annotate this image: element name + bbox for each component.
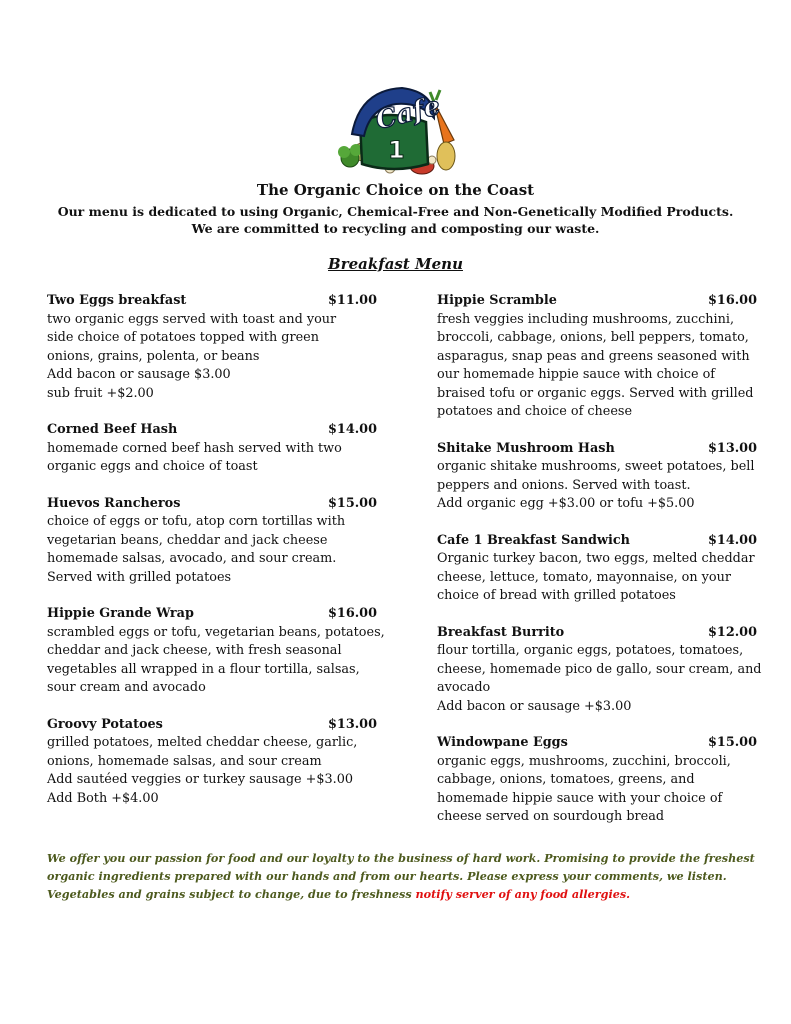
menu-item-description: Add organic egg +$3.00 or tofu +$5.00 bbox=[437, 496, 695, 511]
menu-item bbox=[437, 532, 757, 606]
menu-item-price: $16.00 bbox=[708, 293, 757, 308]
menu-item-description: potatoes and choice of cheese bbox=[437, 404, 633, 419]
menu-item-name: Breakfast Burrito bbox=[437, 624, 565, 640]
menu-item bbox=[47, 292, 377, 403]
menu-item-description: homemade hippie sauce with your choice of bbox=[437, 790, 723, 806]
menu-title: Breakfast Menu bbox=[328, 255, 463, 273]
menu-item-description: broccoli, cabbage, onions, bell peppers, tomato, bbox=[437, 330, 749, 345]
menu-item-description: cheddar and jack cheese, with fresh seasonal bbox=[47, 643, 342, 658]
menu-item-description: fresh veggies including mushrooms, zucchini, bbox=[437, 311, 735, 327]
menu-column-right bbox=[437, 292, 762, 845]
menu-item-description: Add bacon or sausage $3.00 bbox=[47, 367, 231, 382]
menu-item-description: onions, homemade salsas, and sour cream bbox=[47, 753, 322, 769]
menu-item-price: $14.00 bbox=[708, 532, 757, 548]
menu-item bbox=[47, 605, 385, 698]
menu-item-description: organic shitake mushrooms, sweet potatoes, bell bbox=[437, 459, 755, 474]
menu-item-description: grilled potatoes, melted cheddar cheese, garlic, bbox=[47, 735, 358, 750]
menu-item-name: Two Eggs breakfast bbox=[47, 293, 187, 308]
footer-note bbox=[47, 849, 757, 903]
menu-item-description: Served with grilled potatoes bbox=[47, 569, 232, 585]
menu-item-description: scrambled eggs or tofu, vegetarian beans, potatoes, bbox=[47, 624, 385, 640]
menu-item-price: $13.00 bbox=[328, 716, 377, 732]
menu-item bbox=[47, 716, 377, 809]
menu-item-header bbox=[437, 440, 757, 459]
menu-item-header bbox=[437, 624, 757, 643]
menu-item-name: Corned Beef Hash bbox=[47, 422, 178, 437]
menu-item-header bbox=[437, 532, 757, 551]
menu-item-price: $16.00 bbox=[328, 606, 377, 621]
menu-item-description: organic eggs and choice of toast bbox=[47, 459, 258, 474]
menu-item-description: asparagus, snap peas and greens seasoned with bbox=[437, 348, 750, 364]
mission-line: Our menu is dedicated to using Organic, Chemical-Free and Non-Genetically Modified Products. bbox=[57, 204, 734, 219]
cafe-1-logo bbox=[330, 82, 462, 178]
menu-item-description: homemade salsas, avocado, and sour cream. bbox=[47, 551, 337, 566]
menu-item-description: cabbage, onions, tomatoes, greens, and bbox=[437, 772, 695, 787]
logo-number: 1 bbox=[388, 136, 405, 164]
menu-item-name: Hippie Scramble bbox=[437, 293, 557, 308]
menu-item-price: $11.00 bbox=[328, 293, 377, 308]
menu-item-header bbox=[47, 495, 377, 514]
menu-item-price: $15.00 bbox=[708, 735, 757, 750]
menu-item-name: Groovy Potatoes bbox=[47, 716, 163, 732]
menu-item-description: Add sautéed veggies or turkey sausage +$3.00 bbox=[47, 772, 354, 787]
menu-item-description: Add Both +$4.00 bbox=[47, 790, 159, 806]
logo-text: Cafe bbox=[372, 91, 444, 136]
menu-item bbox=[437, 734, 757, 827]
tagline: The Organic Choice on the Coast bbox=[256, 181, 535, 199]
menu-item-header bbox=[47, 716, 377, 735]
menu-item-header bbox=[47, 605, 377, 624]
menu-item bbox=[437, 292, 757, 422]
menu-item-description: braised tofu or organic eggs. Served with grilled bbox=[437, 385, 754, 401]
menu-item bbox=[437, 624, 762, 717]
menu-item-price: $13.00 bbox=[708, 440, 757, 456]
menu-item-header bbox=[437, 734, 757, 753]
menu-item bbox=[47, 421, 377, 477]
menu-item-description: cheese, homemade pico de gallo, sour cream, and bbox=[437, 661, 762, 677]
menu-item-description: sour cream and avocado bbox=[47, 680, 206, 695]
mission-line: We are committed to recycling and composting our waste. bbox=[191, 221, 600, 236]
menu-item-description: Add bacon or sausage +$3.00 bbox=[437, 698, 632, 714]
vegetable-logo-icon bbox=[330, 82, 462, 178]
menu-item-description: peppers and onions. Served with toast. bbox=[437, 477, 691, 493]
footer-text: We offer you our passion for food and our loyalty to the business of hard work. Promising to provide the freshest organic ingredients prepared with our hands and from our hearts. Please express your comments, we listen. Vegetables and grains subject to change, due to freshness bbox=[47, 851, 755, 901]
menu-item-price: $14.00 bbox=[328, 422, 377, 437]
menu-item-description: sub fruit +$2.00 bbox=[47, 385, 154, 401]
menu-item-name: Cafe 1 Breakfast Sandwich bbox=[437, 532, 630, 548]
menu-item-price: $12.00 bbox=[708, 624, 757, 640]
allergy-notice: notify server of any food allergies. bbox=[415, 887, 631, 901]
menu-item-description: vegetables all wrapped in a flour tortilla, salsas, bbox=[47, 661, 360, 677]
menu-item-header bbox=[47, 421, 377, 440]
menu-item-description: Organic turkey bacon, two eggs, melted cheddar bbox=[437, 551, 755, 566]
menu-item-price: $15.00 bbox=[328, 495, 377, 511]
menu-item-description: flour tortilla, organic eggs, potatoes, tomatoes, bbox=[437, 643, 744, 658]
menu-item-description: avocado bbox=[437, 680, 491, 695]
menu-item-description: two organic eggs served with toast and your bbox=[47, 311, 337, 327]
menu-item-description: choice of bread with grilled potatoes bbox=[437, 588, 676, 603]
menu-column-left bbox=[47, 292, 385, 826]
menu-item-name: Hippie Grande Wrap bbox=[47, 606, 194, 621]
menu-item-description: cheese served on sourdough bread bbox=[437, 809, 665, 824]
menu-item-description: choice of eggs or tofu, atop corn tortillas with bbox=[47, 514, 346, 529]
menu-item bbox=[47, 495, 377, 588]
menu-item bbox=[437, 440, 757, 514]
menu-item-description: homemade corned beef hash served with two bbox=[47, 440, 342, 456]
menu-item-description: vegetarian beans, cheddar and jack cheese bbox=[47, 532, 328, 548]
menu-item-name: Huevos Rancheros bbox=[47, 495, 181, 511]
menu-item-header bbox=[47, 292, 377, 311]
menu-item-header bbox=[437, 292, 757, 311]
menu-item-description: our homemade hippie sauce with choice of bbox=[437, 367, 716, 382]
menu-item-description: organic eggs, mushrooms, zucchini, broccoli, bbox=[437, 753, 731, 769]
menu-item-description: cheese, lettuce, tomato, mayonnaise, on your bbox=[437, 569, 731, 585]
menu-item-description: onions, grains, polenta, or beans bbox=[47, 348, 260, 364]
mission-statement bbox=[0, 203, 791, 237]
menu-item-description: side choice of potatoes topped with green bbox=[47, 330, 319, 345]
menu-item-name: Shitake Mushroom Hash bbox=[437, 440, 615, 456]
menu-item-name: Windowpane Eggs bbox=[437, 735, 568, 750]
